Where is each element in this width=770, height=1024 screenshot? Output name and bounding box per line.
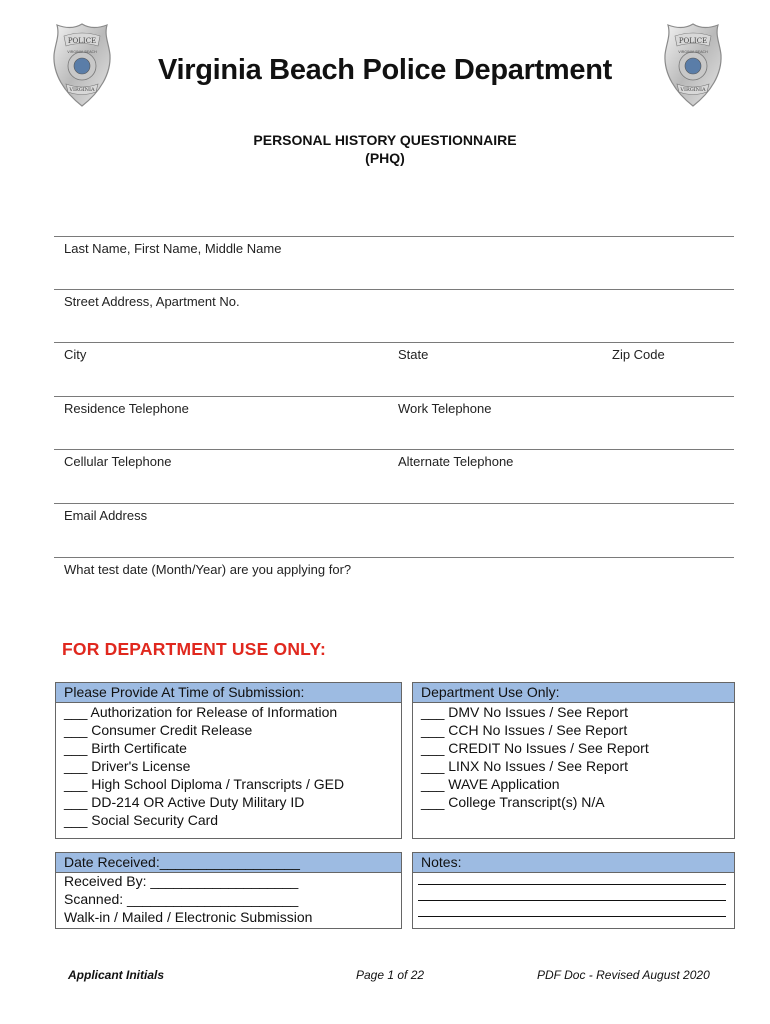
- notes-box: [412, 852, 735, 929]
- subtitle-line-2: (PHQ): [365, 150, 405, 166]
- checklist-item: ___ LINX No Issues / See Report: [421, 758, 628, 774]
- state-label: State: [398, 347, 429, 362]
- received-info-box: [55, 852, 402, 929]
- test-date-field[interactable]: [54, 557, 734, 611]
- page-number: Page 1 of 22: [356, 968, 425, 982]
- badge-top-text: POLICE: [67, 37, 97, 45]
- applicant-initials-label: Applicant Initials: [68, 968, 165, 982]
- submission-checklist-header: Please Provide At Time of Submission:: [56, 683, 401, 703]
- scanned-line: Scanned: ______________________: [64, 891, 299, 907]
- telephone-row[interactable]: [54, 396, 734, 450]
- zip-code-label: Zip Code: [612, 347, 665, 362]
- checklist-item: ___ Birth Certificate: [64, 740, 187, 756]
- submission-checklist: [56, 703, 401, 829]
- badge-middle-text: VIRGINIA BEACH: [67, 50, 97, 54]
- alternate-telephone-label: Alternate Telephone: [398, 454, 514, 469]
- document-subtitle: [0, 131, 770, 167]
- checklist-item: ___ DMV No Issues / See Report: [421, 704, 628, 720]
- notes-line: [418, 900, 726, 901]
- checklist-item: ___ DD-214 OR Active Duty Military ID: [64, 794, 305, 810]
- badge-bottom-text: VIRGINIA: [680, 87, 706, 93]
- notes-line: [418, 884, 726, 885]
- checklist-item: ___ Driver's License: [64, 758, 191, 774]
- received-by-line: Received By: ___________________: [64, 873, 299, 889]
- checklist-item: ___ CCH No Issues / See Report: [421, 722, 628, 738]
- notes-line: [418, 916, 726, 917]
- checklist-item: ___ CREDIT No Issues / See Report: [421, 740, 649, 756]
- email-label: Email Address: [64, 508, 148, 523]
- work-telephone-label: Work Telephone: [398, 401, 492, 416]
- street-address-label: Street Address, Apartment No.: [64, 294, 240, 309]
- cell-alternate-row[interactable]: [54, 449, 734, 503]
- residence-telephone-label: Residence Telephone: [64, 401, 189, 416]
- test-date-label: What test date (Month/Year) are you applying for?: [64, 562, 352, 577]
- department-use-box: [412, 682, 735, 839]
- page-title: Virginia Beach Police Department: [157, 54, 613, 86]
- checklist-item: ___ WAVE Application: [421, 776, 560, 792]
- name-field[interactable]: [54, 236, 734, 290]
- city-state-zip-row[interactable]: [54, 342, 734, 396]
- street-address-field[interactable]: [54, 289, 734, 343]
- city-label: City: [64, 347, 87, 362]
- checklist-item: ___ College Transcript(s) N/A: [421, 794, 605, 810]
- name-label: Last Name, First Name, Middle Name: [64, 241, 282, 256]
- submission-checklist-box: [55, 682, 402, 839]
- submission-method-line: Walk-in / Mailed / Electronic Submission: [64, 909, 313, 925]
- badge-bottom-text: VIRGINIA: [69, 87, 95, 93]
- checklist-item: ___ High School Diploma / Transcripts / GED: [64, 776, 345, 792]
- subtitle-line-1: PERSONAL HISTORY QUESTIONNAIRE: [253, 132, 517, 148]
- email-field[interactable]: [54, 503, 734, 557]
- badge-top-text: POLICE: [678, 37, 708, 45]
- cellular-telephone-label: Cellular Telephone: [64, 454, 172, 469]
- department-use-checklist: [413, 703, 734, 811]
- checklist-item: ___ Authorization for Release of Information: [64, 704, 338, 720]
- checklist-item: ___ Consumer Credit Release: [64, 722, 253, 738]
- department-use-heading: FOR DEPARTMENT USE ONLY:: [62, 639, 327, 659]
- checklist-item: ___ Social Security Card: [64, 812, 219, 828]
- notes-header: Notes:: [413, 853, 734, 873]
- badge-middle-text: VIRGINIA BEACH: [678, 50, 708, 54]
- date-received-header: Date Received:__________________: [56, 853, 401, 873]
- revision-note: PDF Doc - Revised August 2020: [537, 968, 710, 982]
- department-use-header: Department Use Only:: [413, 683, 734, 703]
